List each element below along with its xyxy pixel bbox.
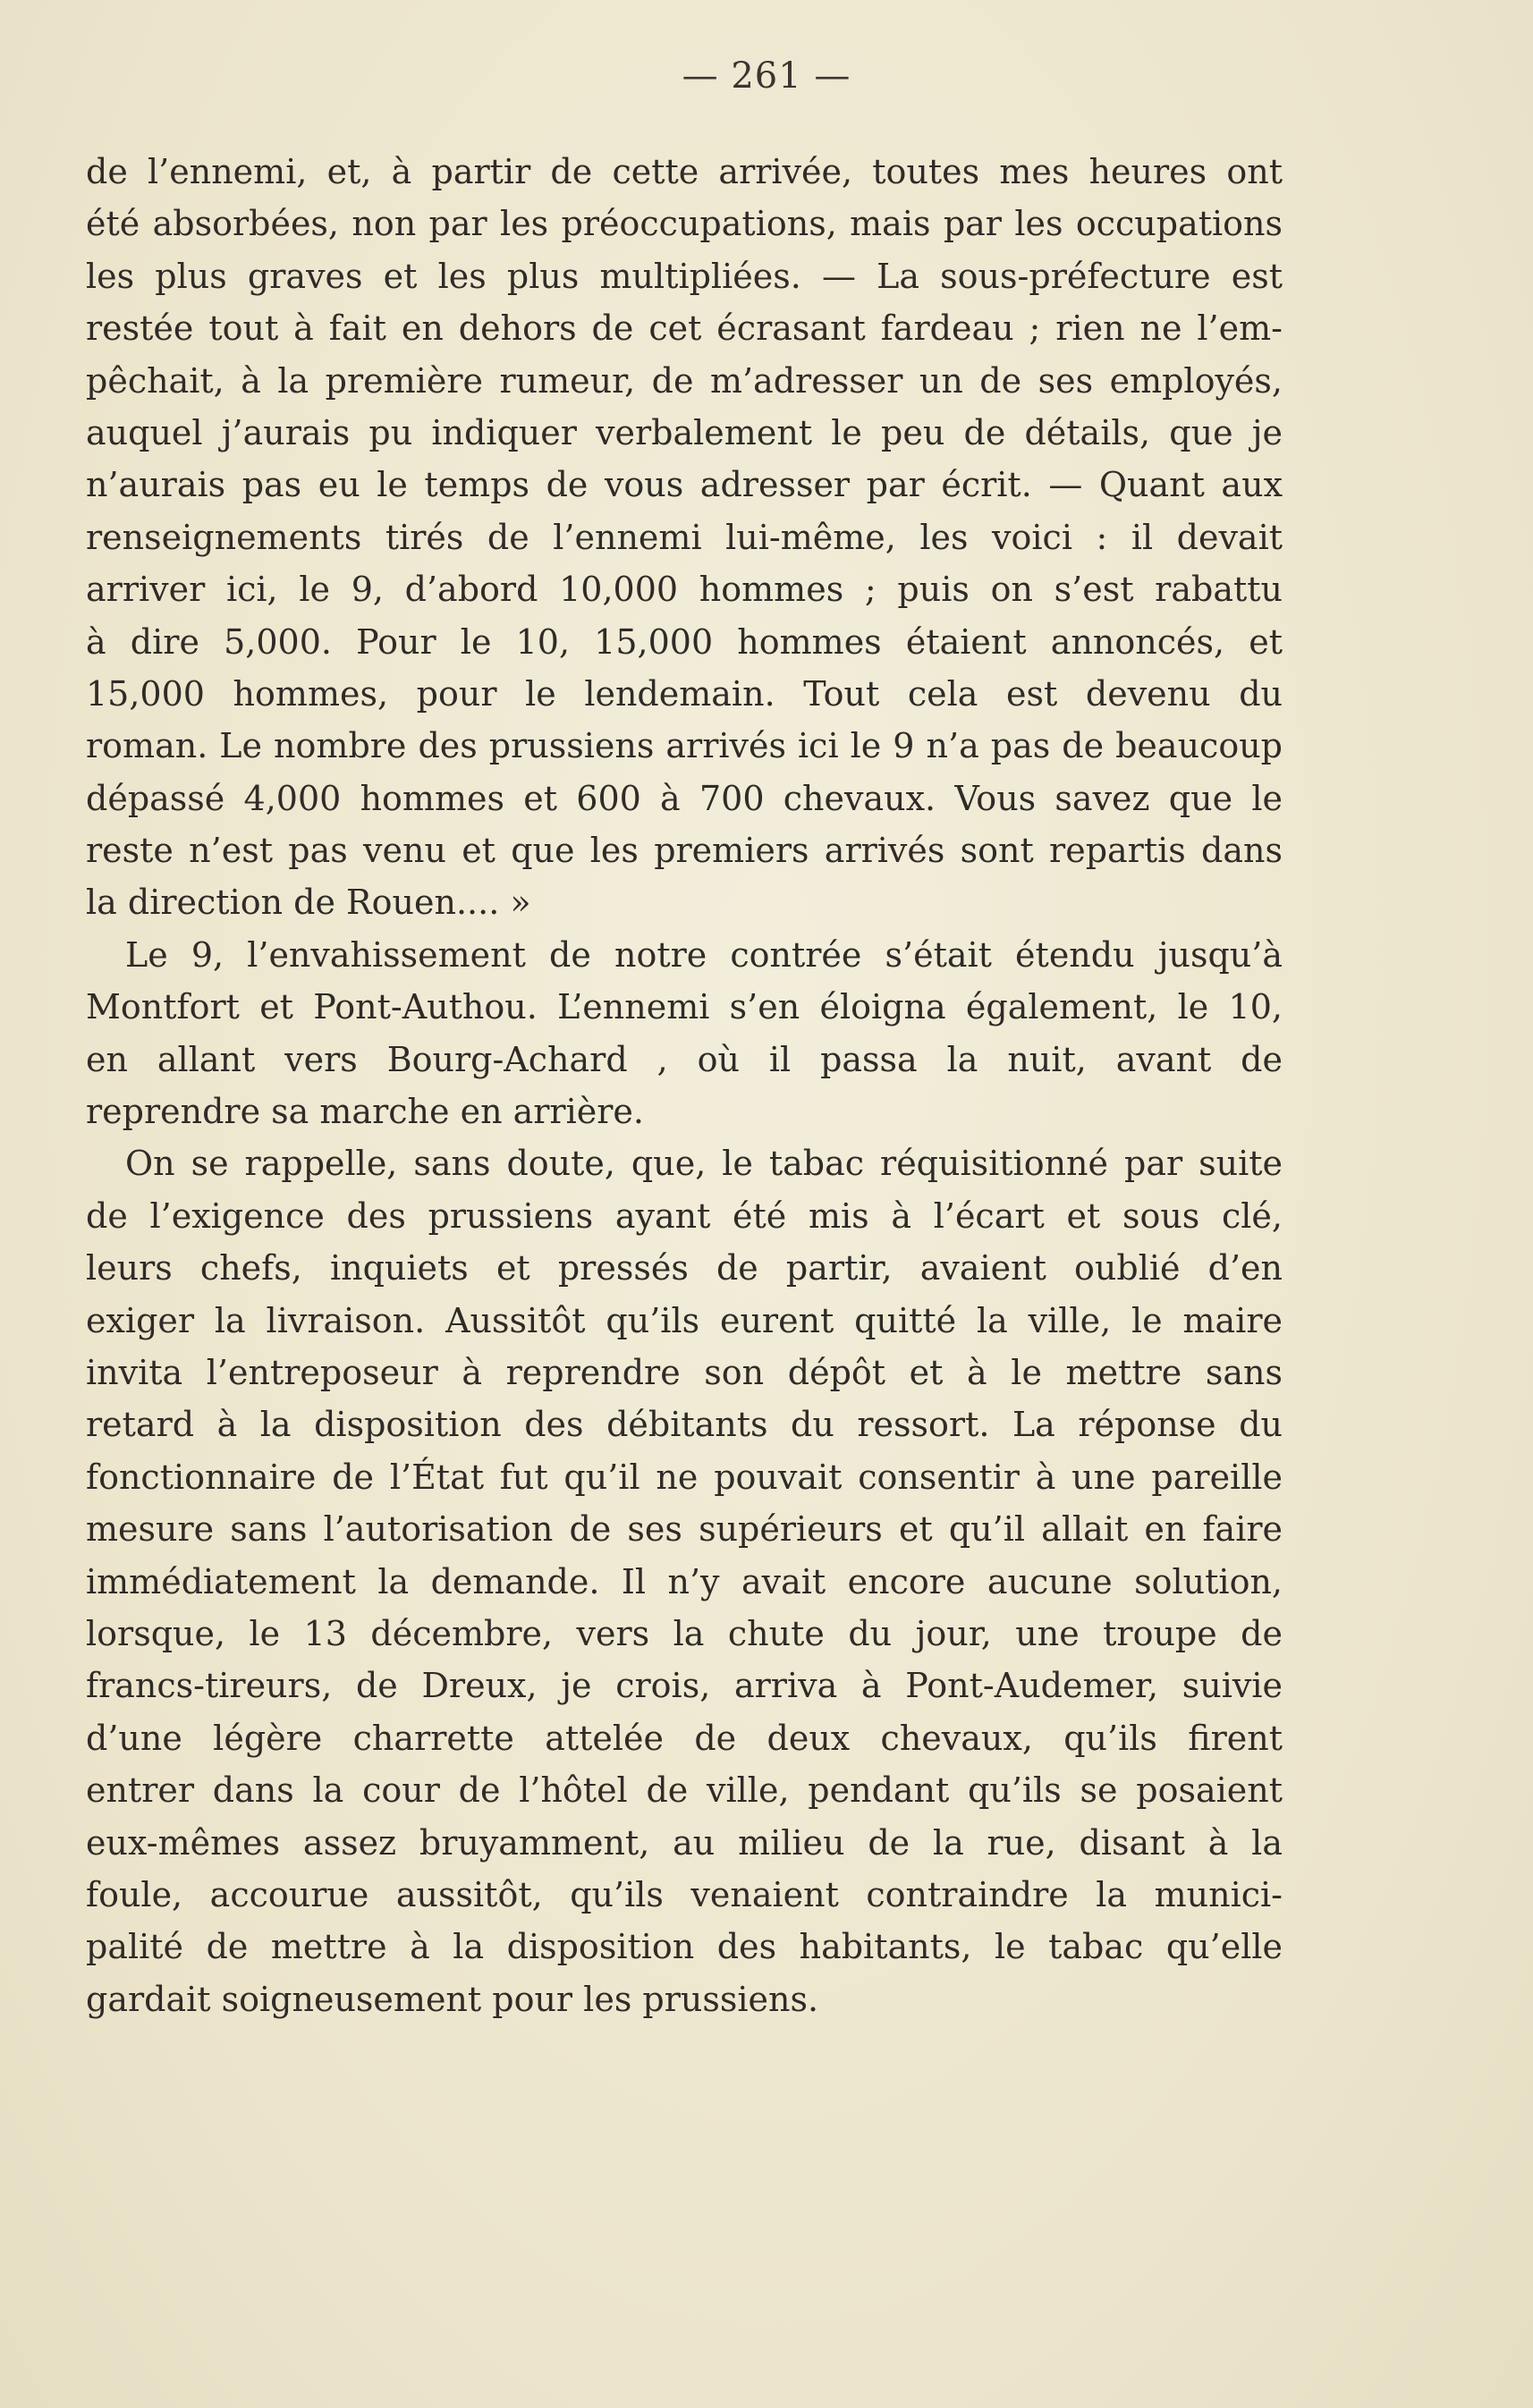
text-line: Montfort et Pont-Authou. L’ennemi s’en éloigna également, le 10, — [86, 987, 1283, 1027]
text-line: renseignements tirés de l’ennemi lui-même, les voici : il devait — [86, 517, 1283, 557]
text-line: invita l’entreposeur à reprendre son dépôt et à le mettre sans — [86, 1352, 1283, 1392]
text-line: restée tout à fait en dehors de cet écrasant fardeau ; rien ne l’em- — [86, 308, 1283, 349]
text-line: palité de mettre à la disposition des habitants, le tabac qu’elle — [86, 1927, 1283, 1967]
text-line: eux-mêmes assez bruyamment, au milieu de la rue, disant à la — [86, 1822, 1283, 1863]
text-line: n’aurais pas eu le temps de vous adresser par écrit. — Quant aux — [86, 465, 1283, 505]
text-line: arriver ici, le 9, d’abord 10,000 hommes ; puis on s’est rabattu — [86, 570, 1283, 610]
text-line: On se rappelle, sans doute, que, le tabac réquisitionné par suite — [125, 1144, 1283, 1184]
text-line: auquel j’aurais pu indiquer verbalement le peu de détails, que je — [86, 412, 1283, 452]
text-line: 15,000 hommes, pour le lendemain. Tout cela est devenu du — [86, 673, 1283, 714]
page-number: — 261 — — [682, 55, 851, 97]
text-line: mesure sans l’autorisation de ses supérieurs et qu’il allait en faire — [86, 1509, 1283, 1550]
text-line: foule, accourue aussitôt, qu’ils venaient contraindre la munici- — [86, 1874, 1283, 1914]
text-line: Le 9, l’envahissement de notre contrée s’était étendu jusqu’à — [125, 934, 1283, 975]
text-line: lorsque, le 13 décembre, vers la chute du jour, une troupe de — [86, 1613, 1283, 1653]
text-line: immédiatement la demande. Il n’y avait encore aucune solution, — [86, 1561, 1283, 1601]
text-line: de l’exigence des prussiens ayant été mis à l’écart et sous clé, — [86, 1196, 1283, 1236]
text-line: leurs chefs, inquiets et pressés de partir, avaient oublié d’en — [86, 1248, 1283, 1288]
text-line: exiger la livraison. Aussitôt qu’ils eurent quitté la ville, le maire — [86, 1300, 1283, 1340]
text-line: d’une légère charrette attelée de deux chevaux, qu’ils firent — [86, 1718, 1283, 1758]
text-line: reprendre sa marche en arrière. — [86, 1092, 644, 1132]
text-line: les plus graves et les plus multipliées. — La sous-préfecture est — [86, 256, 1283, 296]
text-line: francs-tireurs, de Dreux, je crois, arriva à Pont-Audemer, suivie — [86, 1666, 1283, 1706]
text-line: dépassé 4,000 hommes et 600 à 700 chevaux. Vous savez que le — [86, 778, 1283, 818]
body-text — [86, 146, 1283, 2025]
text-line: à dire 5,000. Pour le 10, 15,000 hommes étaient annoncés, et — [86, 621, 1283, 662]
text-line: la direction de Rouen.... » — [86, 883, 531, 923]
text-line: gardait soigneusement pour les prussiens. — [86, 1979, 819, 2019]
text-line: fonctionnaire de l’État fut qu’il ne pouvait consentir à une pareille — [86, 1457, 1283, 1497]
text-line: entrer dans la cour de l’hôtel de ville, pendant qu’ils se posaient — [86, 1770, 1283, 1811]
text-line: roman. Le nombre des prussiens arrivés ici le 9 n’a pas de beaucoup — [86, 726, 1283, 766]
text-line: en allant vers Bourg-Achard , où il passa la nuit, avant de — [86, 1039, 1283, 1079]
text-line: reste n’est pas venu et que les premiers arrivés sont repartis dans — [86, 831, 1283, 871]
text-line: pêchait, à la première rumeur, de m’adresser un de ses employés, — [86, 360, 1283, 401]
text-line: été absorbées, non par les préoccupations, mais par les occupations — [86, 204, 1283, 244]
text-line: retard à la disposition des débitants du ressort. La réponse du — [86, 1405, 1283, 1445]
text-line: de l’ennemi, et, à partir de cette arrivée, toutes mes heures ont — [86, 152, 1283, 191]
